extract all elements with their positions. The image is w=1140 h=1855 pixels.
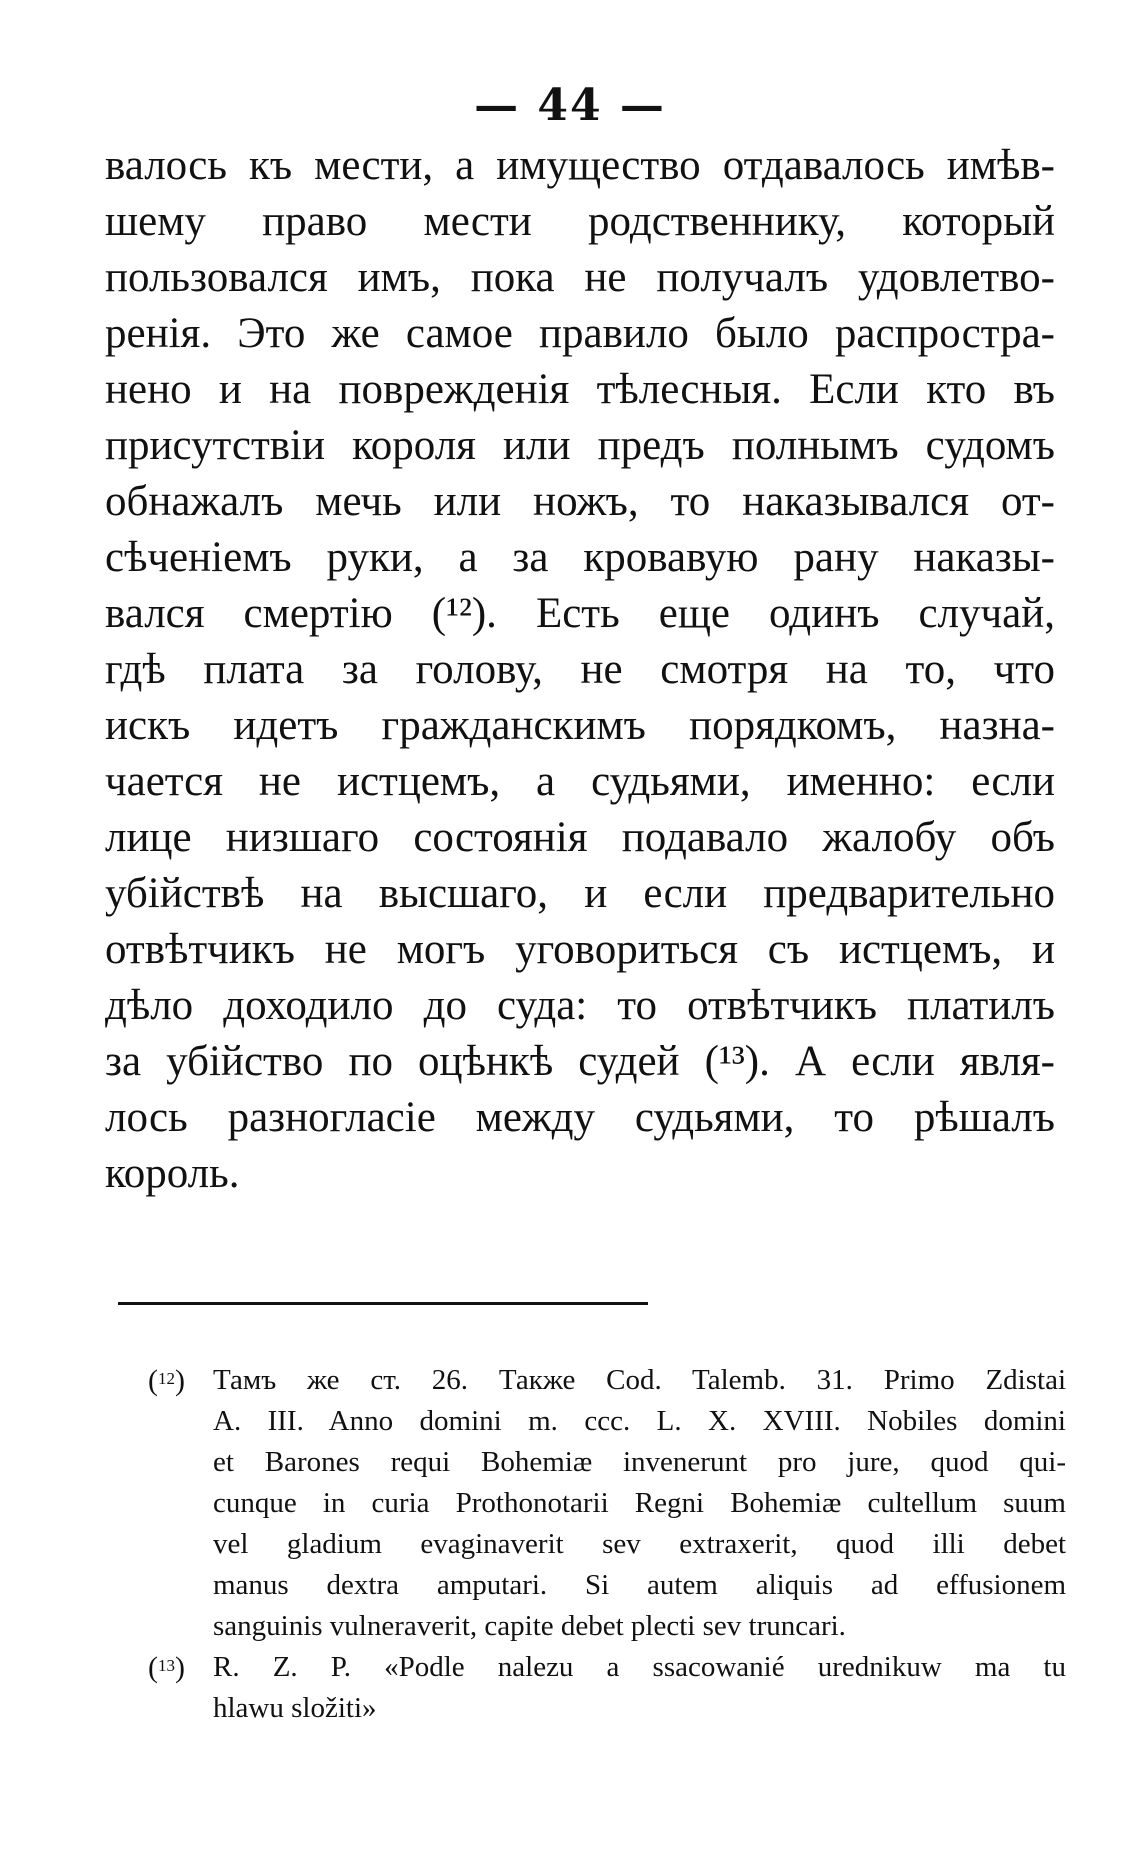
text-line: за убійство по оцѣнкѣ судей (¹³). А если явля- xyxy=(105,1038,1055,1085)
text-line: вался смертію (¹²). Есть еще одинъ случай, xyxy=(105,590,1055,637)
text-line: пользовался имъ, пока не получалъ удовлетво- xyxy=(105,254,1055,301)
text-line: валось къ мести, а имущество отдавалось имѣв- xyxy=(105,142,1055,189)
main-text xyxy=(105,138,1055,1202)
text-line: ренія. Это же самое правило было распростра- xyxy=(105,310,1055,357)
text-line: нено и на поврежденія тѣлесныя. Если кто въ xyxy=(105,366,1055,413)
text-line: дѣло доходило до суда: то отвѣтчикъ платилъ xyxy=(105,982,1055,1029)
footnote-13 xyxy=(148,1647,1066,1729)
marker-open: ( xyxy=(148,1651,158,1684)
footnote-12 xyxy=(148,1360,1066,1647)
text-line: король. xyxy=(105,1150,240,1197)
footnotes xyxy=(148,1360,1066,1729)
footnote-marker xyxy=(148,1360,185,1401)
text-line: присутствіи короля или предъ полнымъ судомъ xyxy=(105,422,1055,469)
text-line: лось разногласіе между судьями, то рѣшалъ xyxy=(105,1094,1055,1141)
footnote-line: et Barones requi Bohemiæ invenerunt pro jure, quod qui- xyxy=(213,1446,1066,1478)
footnote-line: Тамъ же ст. 26. Также Cod. Talemb. 31. Primo Zdistai xyxy=(213,1364,1066,1396)
text-line: искъ идетъ гражданскимъ порядкомъ, назна- xyxy=(105,702,1055,749)
marker-number: 12 xyxy=(158,1369,175,1388)
footnote-line: manus dextra amputari. Si autem aliquis ad effusionem xyxy=(213,1569,1066,1601)
marker-open: ( xyxy=(148,1364,158,1397)
marker-close: ) xyxy=(175,1651,185,1684)
footnote-line: A. III. Anno domini m. ccc. L. X. XVIII. Nobiles domini xyxy=(213,1405,1066,1437)
text-line: лице низшаго состоянія подавало жалобу объ xyxy=(105,814,1055,861)
footnote-line: R. Z. P. «Podle nalezu a ssacowanié urednikuw ma tu xyxy=(213,1651,1066,1683)
text-line: обнажалъ мечь или ножъ, то наказывался от- xyxy=(105,478,1055,525)
page-number: — 44 — xyxy=(474,80,666,131)
footnote-line: vel gladium evaginaverit sev extraxerit, quod illi debet xyxy=(213,1528,1066,1560)
marker-number: 13 xyxy=(158,1656,175,1675)
footnote-marker xyxy=(148,1647,185,1688)
text-line: убійствѣ на высшаго, и если предварительно xyxy=(105,870,1055,917)
footnote-divider xyxy=(118,1302,648,1305)
text-line: отвѣтчикъ не могъ уговориться съ истцемъ, и xyxy=(105,926,1055,973)
footnote-line: hlawu složiti» xyxy=(213,1692,377,1724)
text-line: сѣченіемъ руки, а за кровавую рану наказы- xyxy=(105,534,1055,581)
footnote-line: cunque in curia Prothonotarii Regni Bohemiæ cultellum suum xyxy=(213,1487,1066,1519)
footnote-line: sanguinis vulneraverit, capite debet plecti sev truncari. xyxy=(213,1610,846,1642)
text-line: чается не истцемъ, а судьями, именно: если xyxy=(105,758,1055,805)
text-line: гдѣ плата за голову, не смотря на то, что xyxy=(105,646,1055,693)
text-line: шему право мести родственнику, который xyxy=(105,198,1055,245)
marker-close: ) xyxy=(175,1364,185,1397)
